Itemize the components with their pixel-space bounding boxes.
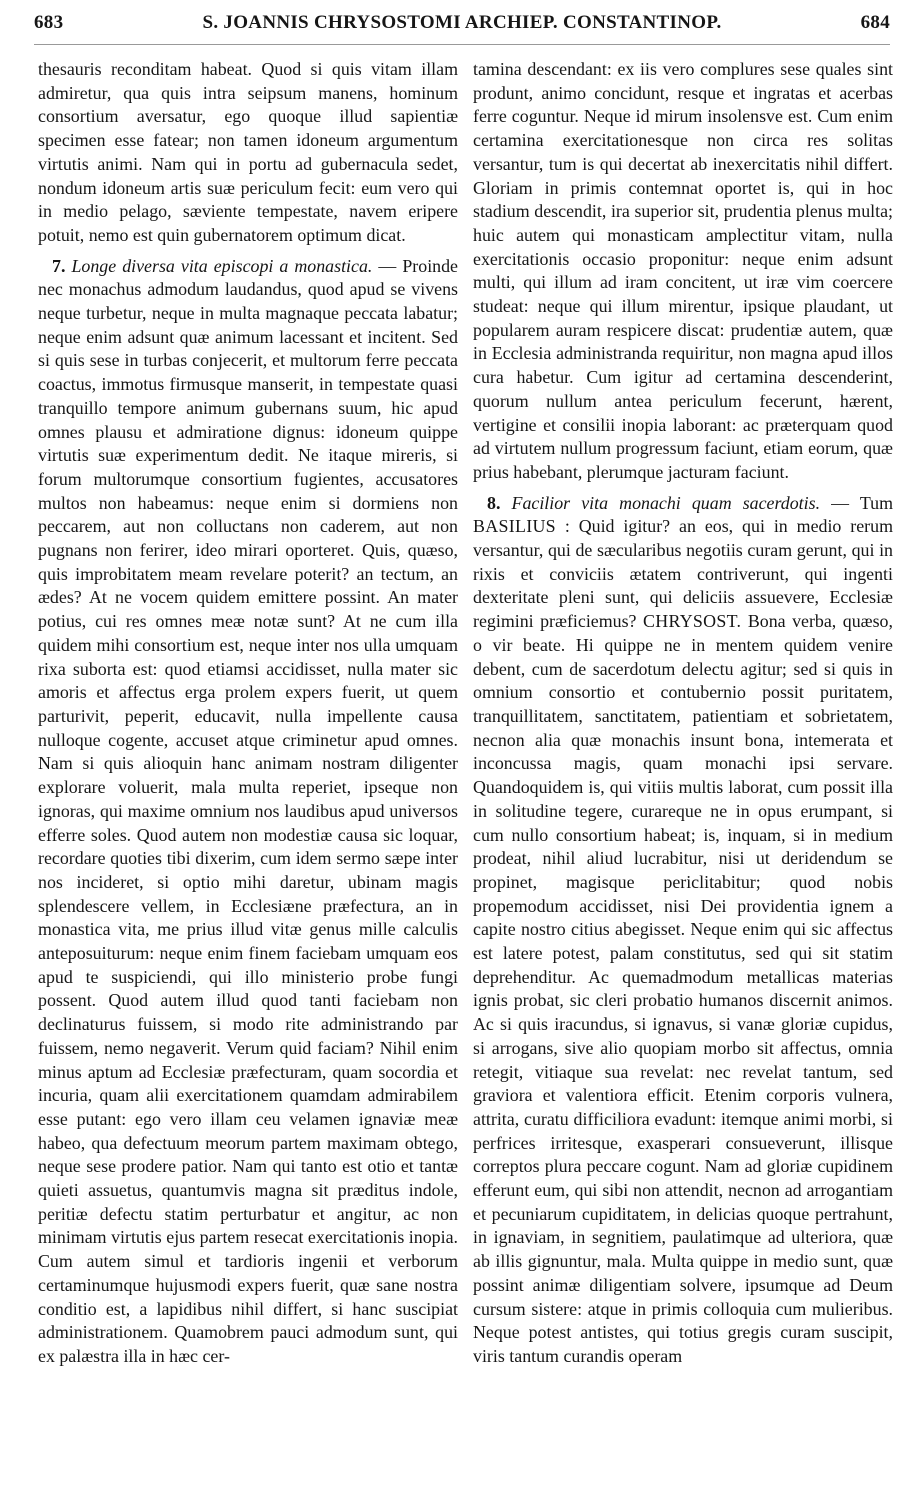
running-header xyxy=(34,12,890,46)
section-text: : Quid igitur? an eos, qui in medio rerum versantur, qui de sæcularibus negotiis curam gerunt, qui in rixis et conviciis ætatem contriverunt, qui ingenti dexteritate pleni sunt, qui deliciis assuevere, Ecclesiæ regimini præficiemus? xyxy=(473,516,893,632)
section-number: 7. xyxy=(52,255,66,276)
right-column xyxy=(473,58,893,1369)
page-number-right: 684 xyxy=(860,12,890,33)
section-8-paragraph xyxy=(473,492,893,1369)
section-text: — Tum xyxy=(831,492,893,513)
page-number-left: 683 xyxy=(34,12,64,33)
column-gutter xyxy=(464,54,465,1491)
section-heading: Facilior vita monachi quam sacerdotis. xyxy=(511,492,821,513)
speaker-basilius: BASILIUS xyxy=(473,516,556,537)
continuation-paragraph: tamina descendant: ex iis vero complures sese quales sint produnt, animo concidunt, resque et ingratas et acerbas ferre coguntur. Neque id mirum insolensve est. Cum enim certamina exercitationesque non circa res solitas versantur, tum is qui decertat ab inexercitatis nihil differt. Gloriam in primis contemnat oportet is, qui in hoc stadium descendit, ira superior sit, prudentia plenus multa; huic autem qui monasticam amplectitur vitam, nulla exercitationis occasio proponitur: neque enim adsunt multi, qui illum ad iram concitent, ut iræ vim coercere studeat: neque qui illum mirentur, ipsique plaudant, ut popularem auram respicere discat: prudentiæ autem, quæ in Ecclesia administranda requiritur, non magna apud illos cura habetur. Cum igitur ad certamina descenderint, quorum nullum antea periculum fecerunt, hærent, vertigine et consilii inopia laborant: ac præterquam quod ad virtutem nullum progressum faciunt, etiam eorum, quæ prius habebant, plerumque jacturam faciunt. xyxy=(473,59,893,482)
speaker-chrysostom: CHRYSOST. xyxy=(643,611,742,632)
section-number: 8. xyxy=(487,492,501,513)
section-text: — Proinde nec monachus admodum laudandus, quod apud se vivens neque turbetur, neque in multa magnaque peccata labatur; neque enim adsunt quæ animum lacessant et incitent. Sed si quis sese in turbas conjecerit, et multorum ferre peccata coactus, immotus firmusque manserit, in tempestate quasi tranquillo tempore animum gubernans suum, hic apud omnes plausu et admiratione dignus: idoneum quippe virtutis suæ experimentum dedit. Ne itaque mireris, si forum multorumque consortium fugientes, accusatores multos non habeamus: neque enim si dormiens non peccarem, aut non colluctans non caderem, aut non pugnans non ferirer, ideo mirari oporteret. Quis, quæso, quis improbitatem meam revelare poterit? an tectum, an ædes? At ne vocem quidem emittere possint. An mater potius, cui res omnes meæ notæ sunt? At ne cum illa quidem mihi consortium est, neque inter nos ulla umquam rixa suborta est: quod etiamsi accidisset, nulla mater sic amoris et affectus erga prolem expers fuerit, ut quem parturivit, peperit, educavit, nulla impellente causa nulloque cogente, accuset atque criminetur apud omnes. Nam si quis alioquin hanc animam nostram diligenter explorare voluerit, mala multa reperiet, ipseque non ignoras, qui maxime omnium nos laudibus apud universos efferre soles. Quod autem non modestiæ causa sic loquar, recordare quoties tibi dixerim, cum idem sermo sæpe inter nos incideret, si optio mihi daretur, ubinam magis splendescere vellem, in Ecclesiæne præfectura, an in monastica vita, me prius illud vitæ genus mille calculis anteposuiturum: neque enim finem faciebam umquam eos apud te suspiciendi, qui illo ministerio probe fungi possent. Quod autem illud quod tanti faciebam non declinaturus fuissem, si modo rite administrando par fuissem, nemo negaverit. Verum quid faciam? Nihil enim minus aptum ad Ecclesiæ præfecturam, quam socordia et incuria, quam alii exercitationem quamdam admirabilem esse putant: ego vero illam ceu velamen ignaviæ meæ habeo, qua defectuum meorum partem maximam obtego, neque sese prodere patior. Nam qui tanto est otio et tantæ quieti assuetus, quantumvis magna sit præditus indole, peritiæ defectu statim perturbatur et angitur, ac non minimam virtutis ejus partem resecat exercitationis inopia. Cum autem simul et tardioris ingenii et verborum certaminumque hujusmodi expers fuerit, quæ sane nostra conditio est, a lapidibus nihil differt, si hanc suscipiat administrationem. Quamobrem pauci admodum sunt, qui ex palæstra illa in hæc cer- xyxy=(38,255,458,1366)
section-heading: Longe diversa vita episcopi a monastica. xyxy=(71,255,373,276)
continuation-paragraph: thesauris reconditam habeat. Quod si quis vitam illam admiretur, qua quis intra seipsum manens, hominum consortium aversatur, ego quoque illud sapientiæ specimen esse fatear; non tamen idoneum argumentum virtutis animi. Nam qui in portu ad gubernacula sedet, nondum idoneum artis suæ periculum fecit: eum vero qui in medio pelago, sæviente tempestate, navem eripere potuit, nemo est quin gubernatorem optimum dicat. xyxy=(38,59,458,245)
running-title: S. JOANNIS CHRYSOSTOMI ARCHIEP. CONSTANTINOP. xyxy=(202,12,722,33)
left-column xyxy=(38,58,458,1369)
section-text: Bona verba, quæso, o vir beate. Hi quippe ne in mentem quidem venire debent, cum de sacerdotum delectu agitur; sed si quis in omnium consortio et contubernio possit puritatem, tranquillitatem, sanctitatem, patientiam et sobrietatem, necnon alia quæ monachis insunt bona, intemerata et inconcussa magis, quam monachi ipsi servare. Quandoquidem is, qui vitiis multis laborat, cum possit illa in solitudine tegere, curareque ne in opus erumpant, si cum nullo consortium habeat; is, inquam, si in medium prodeat, nihil aliud lucrabitur, nisi ut deridendum se propinet, magisque periclitabitur; quod nobis propemodum accidisset, nisi Dei providentia ignem a capite nostro citius abegisset. Neque enim qui sic affectus est latere potest, palam constitutus, sed qui sit statim deprehenditur. Ac quemadmodum metallicas materias ignis probat, sic cleri probatio humanos discernit animos. Ac si quis iracundus, si ignavus, si vanæ gloriæ cupidus, si arrogans, sive alio quopiam morbo sit affectus, omnia retegit, vitiaque sua revelat: nec revelat tantum, sed graviora et valentiora efficit. Etenim corporis vulnera, attrita, curatu difficiliora evadunt: itemque animi morbi, si perfrices irritesque, exasperari consueverunt, illisque correptos plura peccare cogunt. Nam ad gloriæ cupidinem efferunt eum, qui sibi non attendit, necnon ad arrogantiam et pecuniarum cupiditatem, in delicias quoque pertrahunt, in ignaviam, in segnitiem, paulatimque ad ulteriora, quæ ab illis gignuntur, mala. Multa quippe in medio sunt, quæ possint animæ diligentiam solvere, ipsumque ad Deum cursum sistere: atque in primis colloquia cum mulieribus. Neque potest antistes, qui totius gregis curam suscipit, viris tantum curandis operam xyxy=(473,611,893,1366)
section-7-paragraph xyxy=(38,255,458,1369)
header-rule xyxy=(34,44,890,45)
